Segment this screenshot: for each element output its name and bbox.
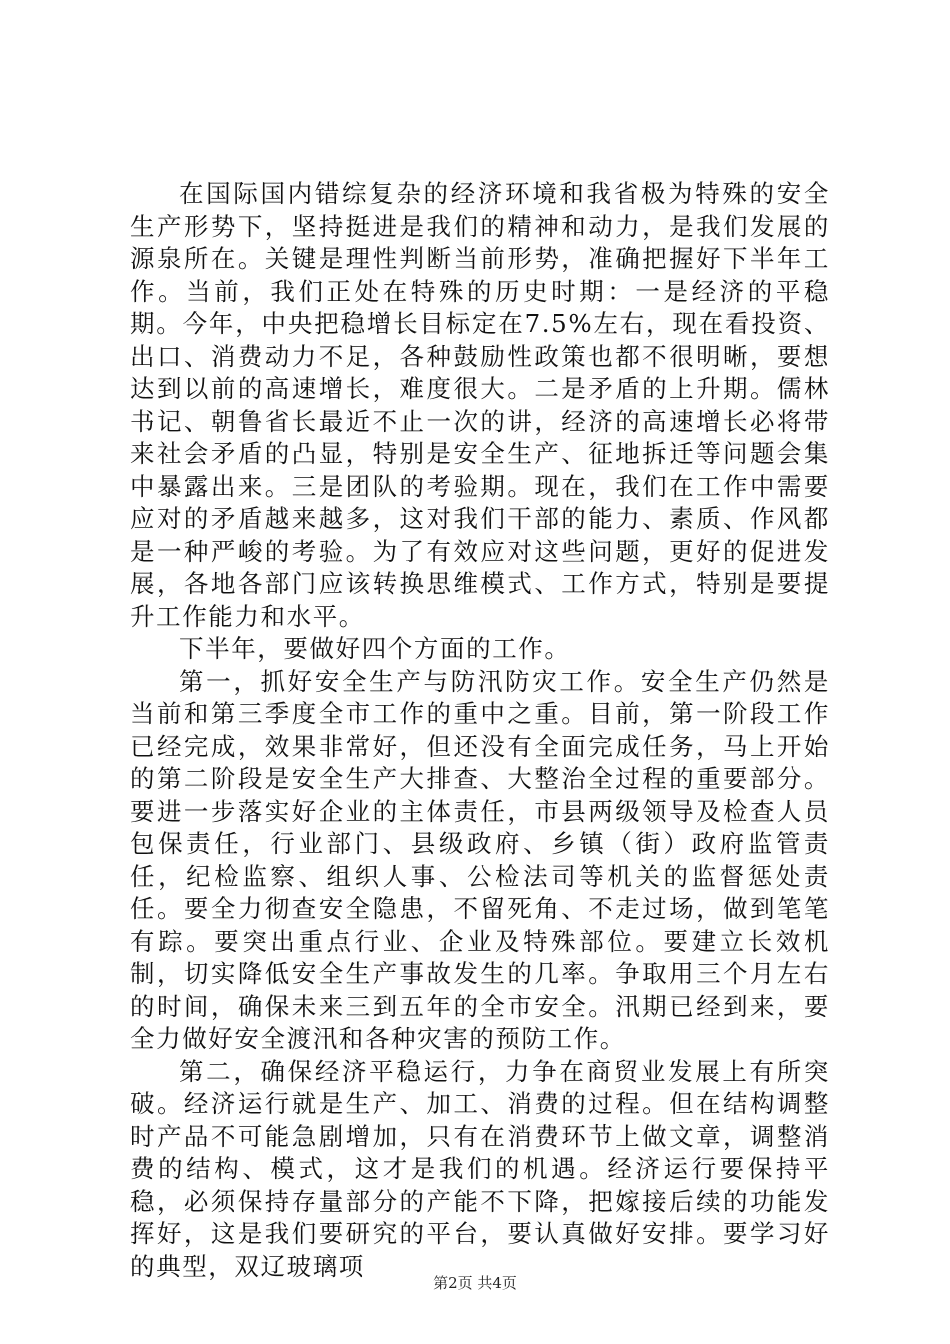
paragraph-task-two-economy: 第二，确保经济平稳运行，力争在商贸业发展上有所突破。经济运行就是生产、加工、消费的过程。但在结构调整时产品不可能急剧增加，只有在消费环节上做文章，调整消费的结构、模式，这才是我们的机遇。经济运行要保持平稳，必须保持存量部分的产能不下降，把嫁接后续的功能发挥好，这是我们要研究的平台，要认真做好安排。要学习好的典型，双辽玻璃项 (130, 1056, 830, 1281)
paragraph-task-one-safety: 第一，抓好安全生产与防汛防灾工作。安全生产仍然是当前和第三季度全市工作的重中之重。目前，第一阶段工作已经完成，效果非常好，但还没有全面完成任务，马上开始的第二阶段是安全生产大排查、大整治全过程的重要部分。要进一步落实好企业的主体责任，市县两级领导及检查人员包保责任，行业部门、县级政府、乡镇（街）政府监管责任，纪检监察、组织人事、公检法司等机关的监督惩处责任。要全力彻查安全隐患，不留死角、不走过场，做到笔笔有踪。要突出重点行业、企业及特殊部位。要建立长效机制，切实降低安全生产事故发生的几率。争取用三个月左右的时间，确保未来三到五年的全市安全。汛期已经到来，要全力做好安全渡汛和各种灾害的预防工作。 (130, 666, 830, 1053)
document-body (130, 178, 830, 1283)
paragraph-four-tasks-intro: 下半年，要做好四个方面的工作。 (179, 634, 571, 663)
paragraph-economic-situation: 在国际国内错综复杂的经济环境和我省极为特殊的安全生产形势下，坚持挺进是我们的精神和动力，是我们发展的源泉所在。关键是理性判断当前形势，准确把握好下半年工作。当前，我们正处在特殊的历史时期：一是经济的平稳期。今年，中央把稳增长目标定在7.5%左右，现在看投资、出口、消费动力不足，各种鼓励性政策也都不很明晰，要想达到以前的高速增长，难度很大。二是矛盾的上升期。儒林书记、朝鲁省长最近不止一次的讲，经济的高速增长必将带来社会矛盾的凸显，特别是安全生产、征地拆迁等问题会集中暴露出来。三是团队的考验期。现在，我们在工作中需要应对的矛盾越来越多，这对我们干部的能力、素质、作风都是一种严峻的考验。为了有效应对这些问题，更好的促进发展，各地各部门应该转换思维模式、工作方式，特别是要提升工作能力和水平。 (130, 179, 830, 631)
page-number-footer: 第2页 共4页 (433, 1274, 517, 1292)
